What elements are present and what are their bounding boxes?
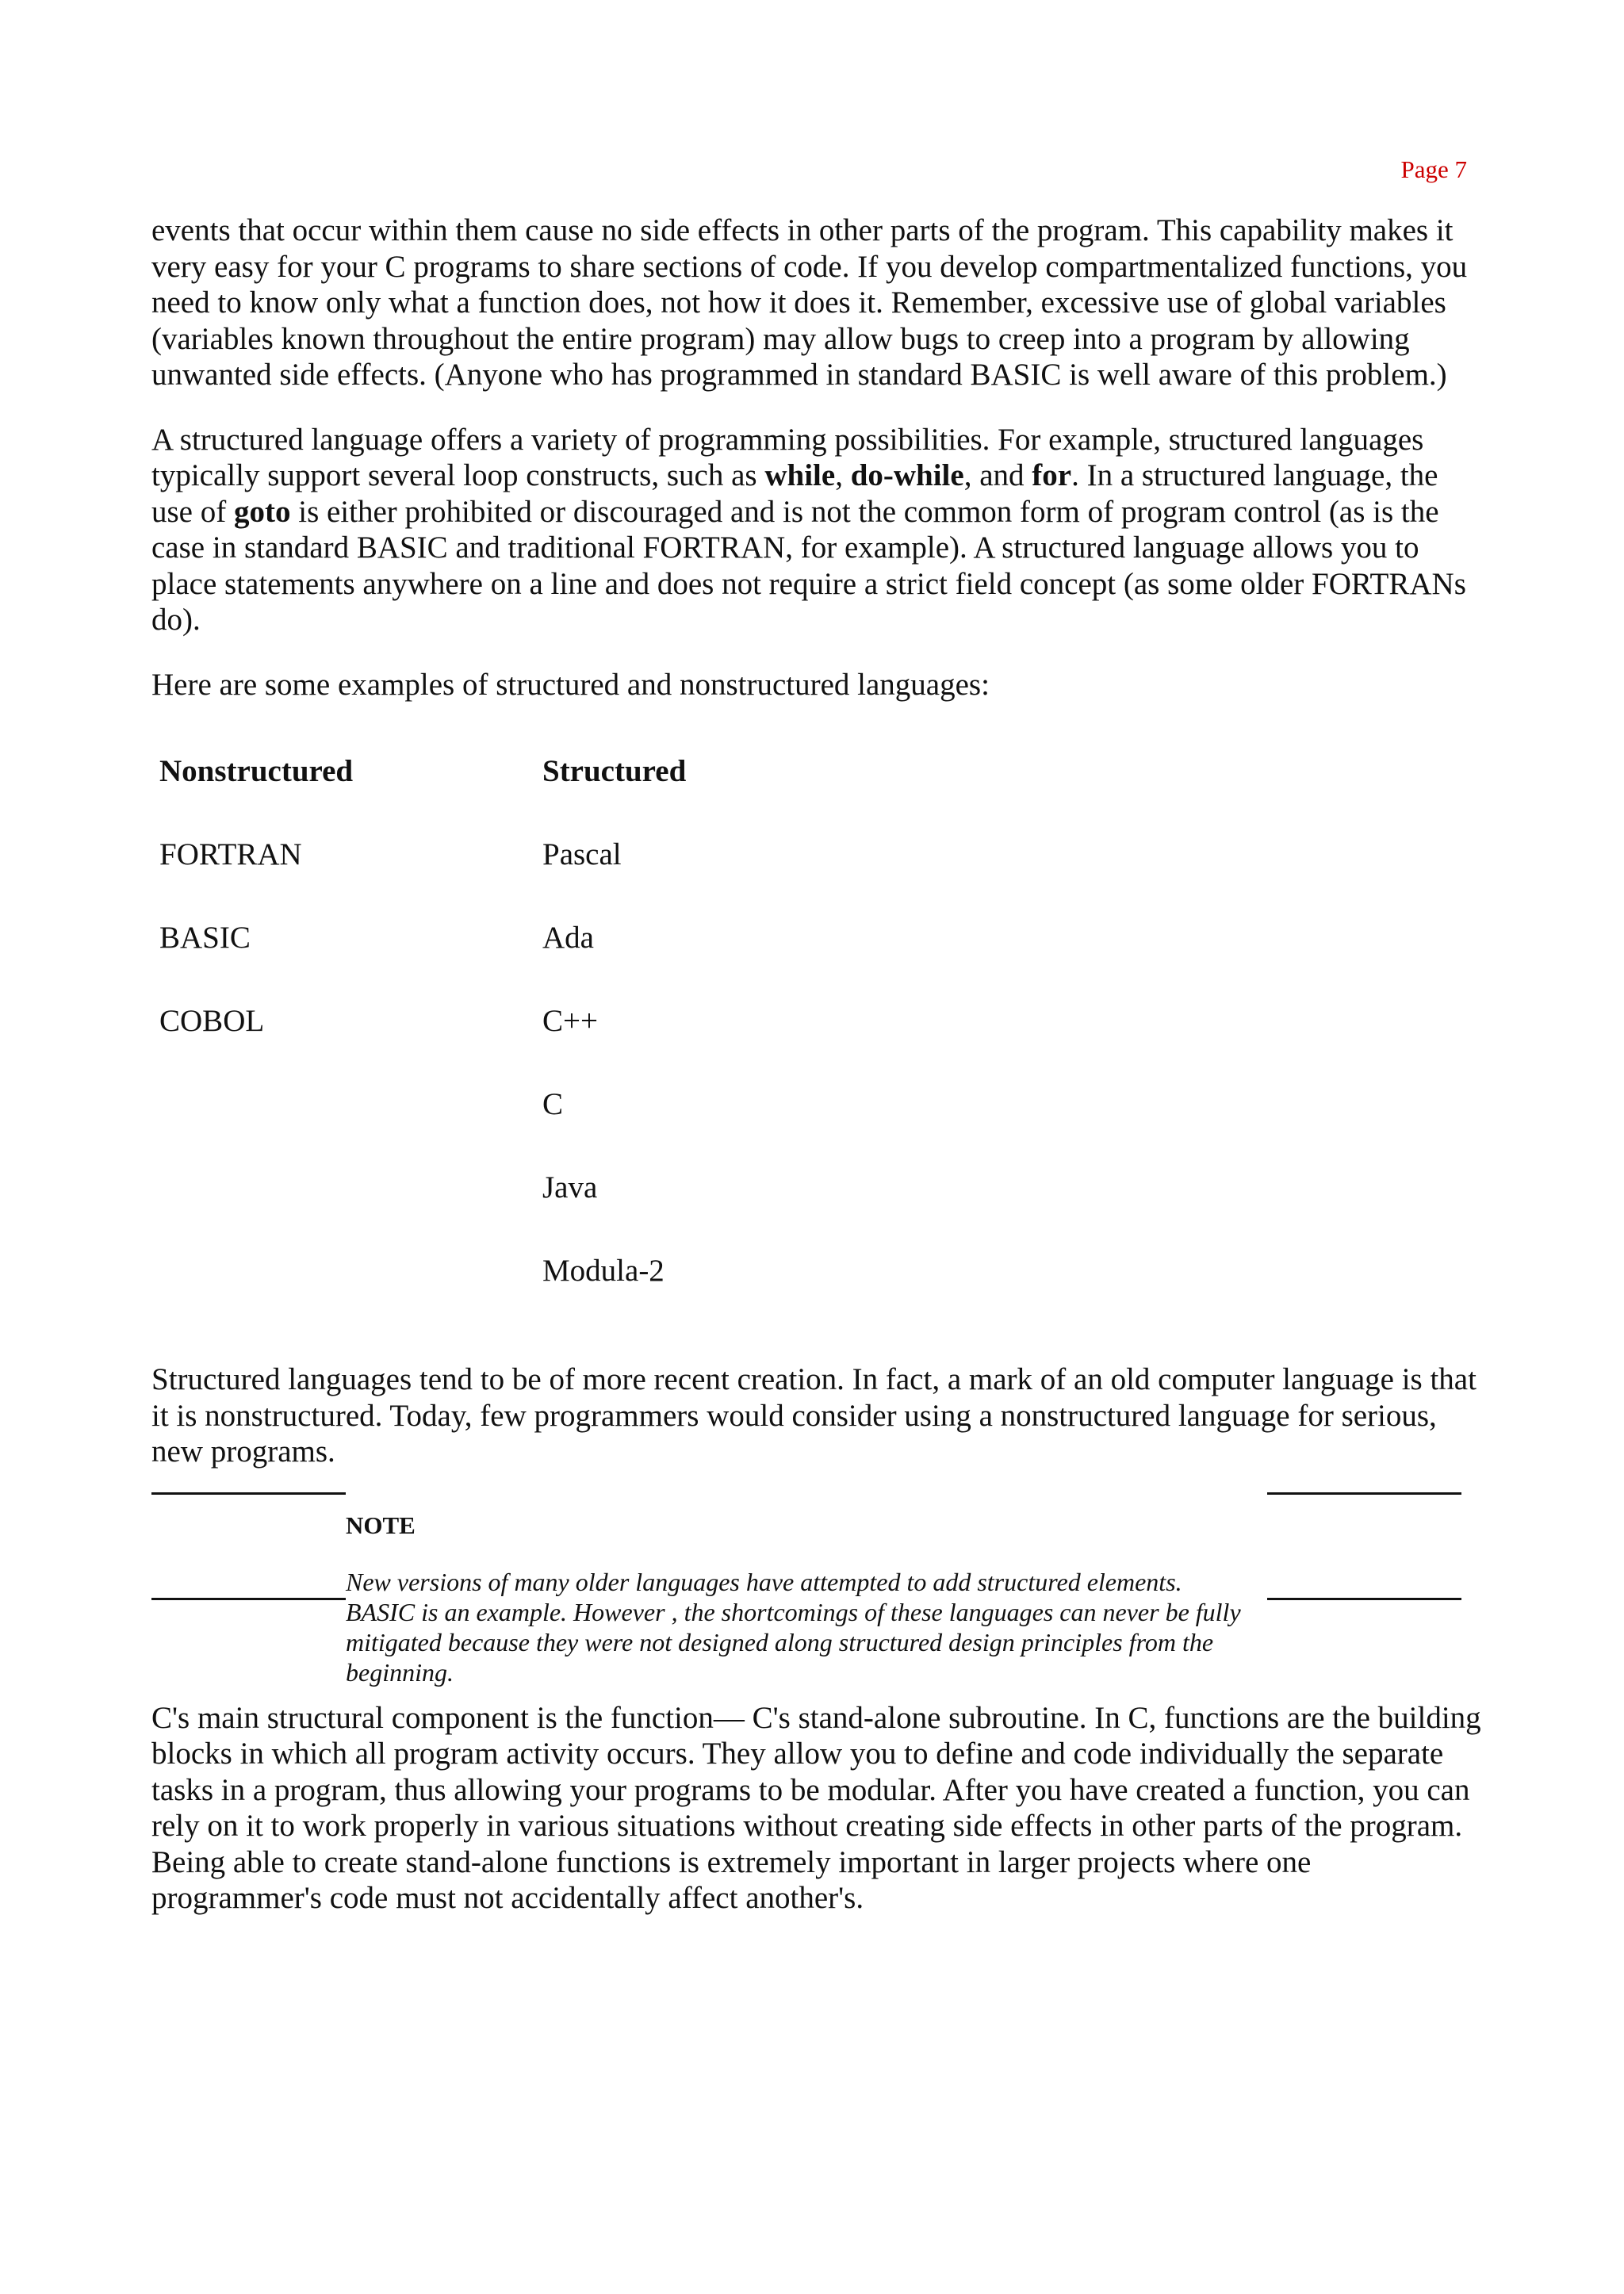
note-rule-mid-right bbox=[1267, 1598, 1461, 1600]
paragraph-side-effects: events that occur within them cause no side effects in other parts of the program. This capability makes it very easy for your C programs to share sections of code. If you develop compartmentalized functions, you need to know only what a function does, not how it does it. Remember, excessive use of global variables (variables known throughout the entire program) may allow bugs to creep into a program by allowing unwanted side effects. (Anyone who has programmed in standard BASIC is well aware of this problem.) bbox=[151, 213, 1468, 392]
text-run: . In a structured language, the use of bbox=[151, 458, 1438, 529]
table-cell: FORTRAN bbox=[159, 837, 302, 871]
keyword-do-while: do-while bbox=[850, 458, 964, 492]
table-cell: COBOL bbox=[159, 1004, 265, 1038]
table-row bbox=[159, 1086, 1484, 1170]
paragraph-functions: C's main structural component is the function— C's stand-alone subroutine. In C, functions are the building blocks in which all program activity occurs. They allow you to define and code individually the separate tasks in a program, thus allowing your programs to be modular. After you have created a function, you can rely on it to work properly in various situations without creating side effects in other parts of the program. Being able to create stand-alone functions is extremely important in larger projects where one programmer's code must not accidentally affect another's. bbox=[151, 1700, 1481, 1915]
table-cell: Ada bbox=[542, 921, 594, 955]
note-title: NOTE bbox=[346, 1511, 416, 1539]
paragraph-examples-intro: Here are some examples of structured and nonstructured languages: bbox=[151, 667, 990, 702]
keyword-goto: goto bbox=[233, 494, 291, 529]
note-rule-top-right bbox=[1267, 1492, 1461, 1495]
note-box bbox=[151, 1492, 1484, 1700]
note-text: New versions of many older languages have attempted to add structured elements. BASIC is an example. However , the shortcomings of these languages can never be fully mitigated because they were not designed along structured design principles from the beginning. bbox=[346, 1567, 1241, 1687]
table-cell: BASIC bbox=[159, 921, 251, 955]
header-structured: Structured bbox=[542, 754, 687, 788]
table-cell: Java bbox=[542, 1170, 598, 1204]
paragraph-structured-language bbox=[151, 422, 1484, 638]
keyword-for: for bbox=[1032, 458, 1072, 492]
note-rule-mid-left bbox=[151, 1598, 346, 1600]
table-cell: Modula-2 bbox=[542, 1254, 665, 1288]
text-run: is either prohibited or discouraged and is not the common form of program control (as is the case in standard BASIC and traditional FORTRAN, for example). A structured language allows you to place statements anywhere on a line and does not require a strict field concept (as some older FORTRANs do). bbox=[151, 494, 1466, 637]
page-number: Page 7 bbox=[1400, 155, 1467, 183]
table-row bbox=[159, 837, 1484, 920]
table-row bbox=[159, 1003, 1484, 1086]
table-cell: Pascal bbox=[542, 837, 622, 871]
table-header-row bbox=[159, 753, 1484, 837]
table-row bbox=[159, 1170, 1484, 1253]
page-content bbox=[151, 213, 1484, 1945]
table-row bbox=[159, 920, 1484, 1003]
keyword-while: while bbox=[764, 458, 836, 492]
text-run: , bbox=[835, 458, 851, 492]
table-row bbox=[159, 1253, 1484, 1336]
language-table bbox=[159, 753, 1484, 1336]
text-run: A structured language offers a variety of programming possibilities. For example, structured languages typically support several loop constructs, such as bbox=[151, 422, 1424, 492]
table-cell: C++ bbox=[542, 1004, 599, 1038]
header-nonstructured: Nonstructured bbox=[159, 754, 354, 788]
note-rule-top-left bbox=[151, 1492, 346, 1495]
paragraph-recent-creation: Structured languages tend to be of more recent creation. In fact, a mark of an old computer language is that it is nonstructured. Today, few programmers would consider using a nonstructured language for serious, new programs. bbox=[151, 1362, 1477, 1469]
table-cell: C bbox=[542, 1087, 564, 1121]
text-run: , and bbox=[963, 458, 1032, 492]
